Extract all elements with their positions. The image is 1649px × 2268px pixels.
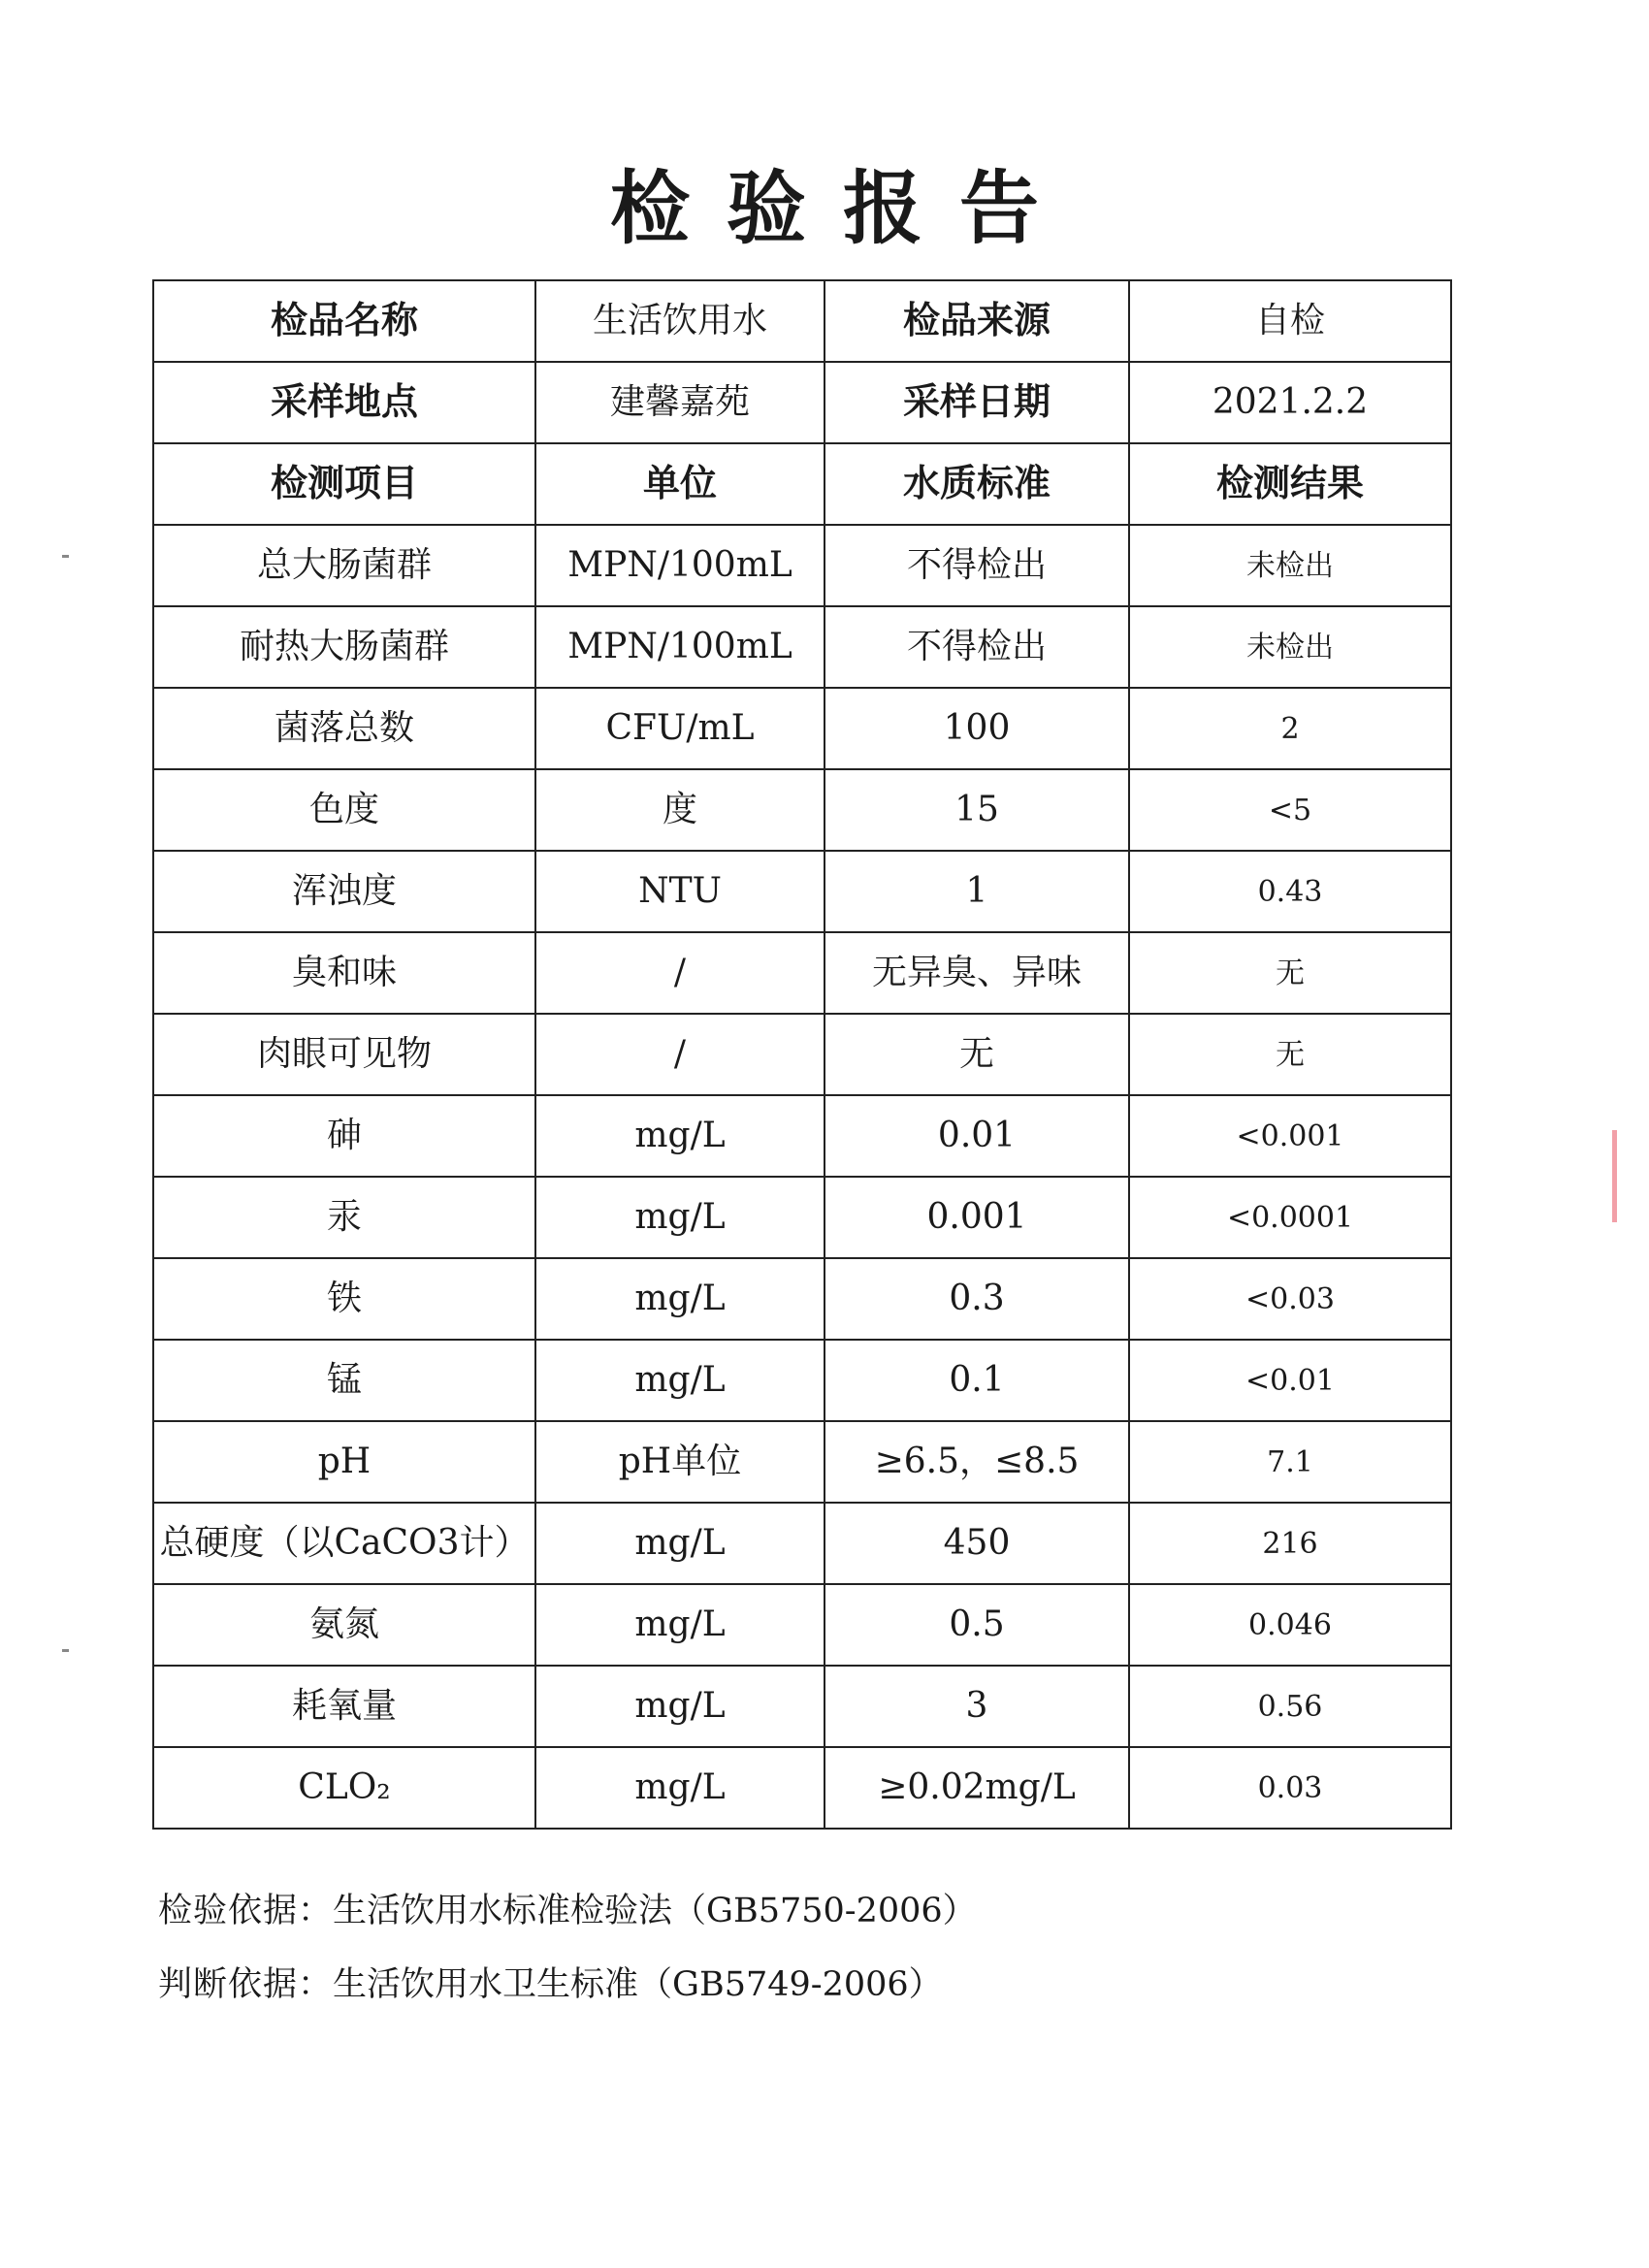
table-header-row: [153, 443, 1451, 525]
row-item: 汞: [153, 1177, 535, 1258]
row-result: 2: [1129, 688, 1451, 769]
row-item: 砷: [153, 1095, 535, 1177]
row-standard: 0.01: [824, 1095, 1129, 1177]
row-item: 耗氧量: [153, 1666, 535, 1747]
row-standard: 3: [824, 1666, 1129, 1747]
test-basis-line: [158, 1884, 977, 1932]
row-result: 0.03: [1129, 1747, 1451, 1829]
row-item: 菌落总数: [153, 688, 535, 769]
judgment-basis-label: 判断依据：: [158, 1965, 334, 2004]
table-row: [153, 525, 1451, 606]
row-result: 0.56: [1129, 1666, 1451, 1747]
table-row: [153, 1421, 1451, 1503]
table-row: [153, 769, 1451, 851]
row-unit: mg/L: [535, 1095, 824, 1177]
row-item: 浑浊度: [153, 851, 535, 932]
row-item: 氨氮: [153, 1584, 535, 1666]
table-row: [153, 1095, 1451, 1177]
row-standard: 不得检出: [824, 525, 1129, 606]
row-standard: ≥0.02mg/L: [824, 1747, 1129, 1829]
source-value: 自检: [1129, 280, 1451, 362]
table-row: [153, 1666, 1451, 1747]
header-result: 检测结果: [1129, 443, 1451, 525]
row-item: 肉眼可见物: [153, 1014, 535, 1095]
location-label: 采样地点: [153, 362, 535, 443]
table-row: [153, 1258, 1451, 1340]
location-value: 建馨嘉苑: [535, 362, 824, 443]
table-row: [153, 606, 1451, 688]
report-table: [152, 279, 1452, 1830]
row-result: 7.1: [1129, 1421, 1451, 1503]
row-standard: 无异臭、异味: [824, 932, 1129, 1014]
row-item: 铁: [153, 1258, 535, 1340]
table-row: [153, 688, 1451, 769]
row-unit: mg/L: [535, 1584, 824, 1666]
row-standard: 无: [824, 1014, 1129, 1095]
table-row: [153, 1014, 1451, 1095]
row-unit: MPN/100mL: [535, 606, 824, 688]
row-standard: ≥6.5，≤8.5: [824, 1421, 1129, 1503]
table-row: [153, 1584, 1451, 1666]
table-row: [153, 1177, 1451, 1258]
row-item: CLO₂: [153, 1747, 535, 1829]
row-unit: NTU: [535, 851, 824, 932]
table-row: [153, 851, 1451, 932]
row-item: 色度: [153, 769, 535, 851]
row-unit: mg/L: [535, 1503, 824, 1584]
row-unit: mg/L: [535, 1258, 824, 1340]
row-unit: CFU/mL: [535, 688, 824, 769]
date-value: 2021.2.2: [1129, 362, 1451, 443]
row-result: 未检出: [1129, 525, 1451, 606]
date-label: 采样日期: [824, 362, 1129, 443]
row-result: <0.03: [1129, 1258, 1451, 1340]
info-row-sample: [153, 280, 1451, 362]
judgment-basis-value: 生活饮用水卫生标准（GB5749-2006）: [333, 1965, 943, 2004]
header-item: 检测项目: [153, 443, 535, 525]
scan-mark: [62, 1649, 69, 1652]
row-result: <0.01: [1129, 1340, 1451, 1421]
row-result: 0.43: [1129, 851, 1451, 932]
row-standard: 0.5: [824, 1584, 1129, 1666]
row-unit: 度: [535, 769, 824, 851]
row-unit: MPN/100mL: [535, 525, 824, 606]
scan-mark: [62, 555, 69, 558]
row-result: 无: [1129, 932, 1451, 1014]
table-row: [153, 932, 1451, 1014]
row-standard: 0.001: [824, 1177, 1129, 1258]
row-result: 无: [1129, 1014, 1451, 1095]
row-standard: 0.3: [824, 1258, 1129, 1340]
row-standard: 100: [824, 688, 1129, 769]
row-standard: 1: [824, 851, 1129, 932]
row-unit: mg/L: [535, 1666, 824, 1747]
row-item: 总硬度（以CaCO3计）: [153, 1503, 535, 1584]
row-unit: /: [535, 1014, 824, 1095]
row-standard: 0.1: [824, 1340, 1129, 1421]
row-standard: 15: [824, 769, 1129, 851]
row-standard: 450: [824, 1503, 1129, 1584]
judgment-basis-line: [158, 1958, 943, 2006]
sample-name-value: 生活饮用水: [535, 280, 824, 362]
row-unit: mg/L: [535, 1747, 824, 1829]
report-title: 检验报告: [609, 163, 1076, 255]
sample-name-label: 检品名称: [153, 280, 535, 362]
test-basis-value: 生活饮用水标准检验法（GB5750-2006）: [333, 1892, 977, 1930]
test-basis-label: 检验依据：: [158, 1892, 334, 1930]
row-result: 未检出: [1129, 606, 1451, 688]
row-result: <5: [1129, 769, 1451, 851]
table-row: [153, 1503, 1451, 1584]
row-result: <0.0001: [1129, 1177, 1451, 1258]
row-item: 耐热大肠菌群: [153, 606, 535, 688]
info-row-location: [153, 362, 1451, 443]
row-result: <0.001: [1129, 1095, 1451, 1177]
row-item: 总大肠菌群: [153, 525, 535, 606]
row-item: pH: [153, 1421, 535, 1503]
row-item: 锰: [153, 1340, 535, 1421]
row-result: 216: [1129, 1503, 1451, 1584]
red-stamp-edge: [1612, 1130, 1617, 1222]
source-label: 检品来源: [824, 280, 1129, 362]
row-unit: /: [535, 932, 824, 1014]
table-row: [153, 1747, 1451, 1829]
row-standard: 不得检出: [824, 606, 1129, 688]
row-item: 臭和味: [153, 932, 535, 1014]
table-row: [153, 1340, 1451, 1421]
header-standard: 水质标准: [824, 443, 1129, 525]
header-unit: 单位: [535, 443, 824, 525]
row-unit: mg/L: [535, 1177, 824, 1258]
row-result: 0.046: [1129, 1584, 1451, 1666]
row-unit: mg/L: [535, 1340, 824, 1421]
row-unit: pH单位: [535, 1421, 824, 1503]
